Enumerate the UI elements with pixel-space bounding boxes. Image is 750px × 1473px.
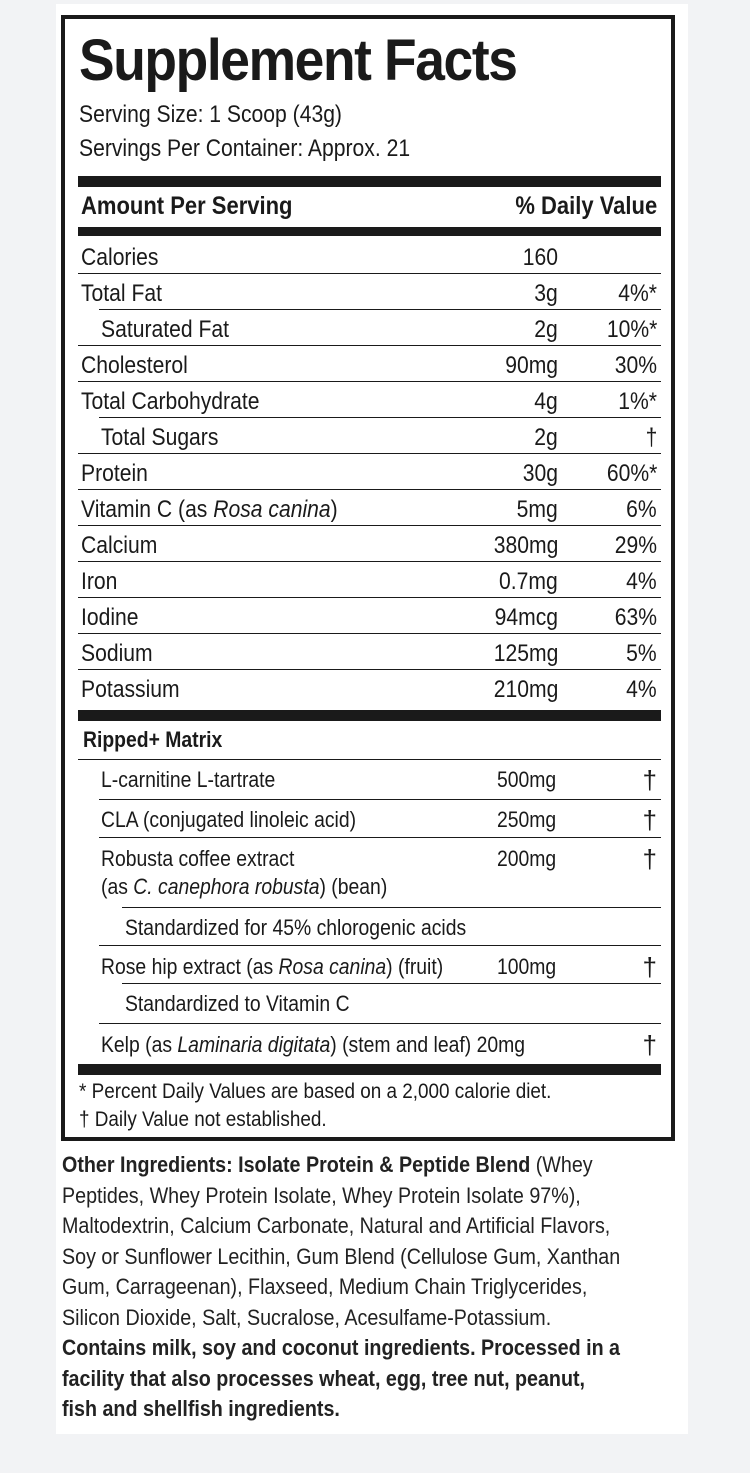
nutrient-amount: 125mg — [493, 640, 558, 667]
nutrient-row — [65, 418, 671, 454]
nutrient-row — [65, 346, 671, 382]
nutrient-amount: 210mg — [493, 676, 558, 703]
nutrient-daily-value: 4%* — [618, 280, 657, 307]
nutrient-amount: 94mcg — [494, 604, 558, 631]
nutrient-label: Calcium — [81, 532, 158, 559]
ingredients-line: Peptides, Whey Protein Isolate, Whey Protein Isolate 97%), — [62, 1182, 581, 1208]
dagger-mark: † — [642, 805, 657, 835]
nutrient-row — [65, 670, 671, 706]
nutrient-daily-value: 4% — [626, 676, 657, 703]
nutrient-label: Saturated Fat — [101, 316, 229, 343]
nutrient-row — [65, 526, 671, 562]
nutrient-amount: 3g — [534, 280, 558, 307]
nutrient-row — [65, 238, 671, 274]
matrix-row — [65, 761, 671, 797]
matrix-row — [65, 840, 671, 910]
nutrient-daily-value: 5% — [626, 640, 657, 667]
nutrient-row — [65, 382, 671, 418]
nutrient-amount: 5mg — [516, 496, 558, 523]
header-divider — [78, 227, 661, 236]
allergen-statement: Contains milk, soy and coconut ingredients. Processed in a — [62, 1335, 621, 1360]
nutrient-daily-value: 4% — [626, 568, 657, 595]
nutrient-daily-value: 29% — [614, 532, 657, 559]
nutrient-daily-value: 10%* — [606, 316, 657, 343]
nutrient-label: Total Carbohydrate — [81, 388, 260, 415]
row-divider — [99, 1023, 661, 1024]
nutrient-amount: 380mg — [493, 532, 558, 559]
ingredients-line: Silicon Dioxide, Salt, Sucralose, Acesulfame-Potassium. — [62, 1304, 552, 1330]
allergen-statement: facility that also processes wheat, egg, tree nut, peanut, — [62, 1365, 586, 1391]
matrix-row — [65, 948, 671, 984]
matrix-title: Ripped+ Matrix — [83, 727, 223, 752]
panel-title: Supplement Facts — [79, 28, 517, 93]
supplement-facts-panel — [61, 15, 675, 1141]
dagger-mark: † — [642, 844, 657, 874]
nutrient-daily-value: 60%* — [606, 460, 657, 487]
nutrient-row — [65, 562, 671, 598]
ingredient-label: CLA (conjugated linoleic acid) — [101, 807, 357, 832]
nutrient-label: Iodine — [81, 604, 139, 631]
ingredient-label: Rose hip extract (as Rosa canina) (fruit) — [101, 954, 444, 979]
row-divider — [78, 759, 661, 760]
ingredient-amount: 500mg — [497, 767, 557, 792]
nutrient-label: Cholesterol — [81, 352, 188, 379]
ingredient-source: (as C. canephora robusta) (bean) — [101, 874, 388, 899]
standardization-note: Standardized to Vitamin C — [125, 991, 350, 1016]
nutrient-daily-value: 6% — [626, 496, 657, 523]
thick-divider — [78, 176, 661, 187]
ingredient-amount: 250mg — [497, 807, 557, 832]
standardization-note: Standardized for 45% chlorogenic acids — [125, 915, 467, 940]
nutrient-row — [65, 490, 671, 526]
ingredients-line: Maltodextrin, Calcium Carbonate, Natural and Artificial Flavors, — [62, 1213, 611, 1238]
nutrient-amount: 2g — [534, 424, 558, 451]
nutrient-daily-value: 1%* — [618, 388, 657, 415]
ingredient-amount: 100mg — [497, 954, 557, 979]
nutrient-row — [65, 634, 671, 670]
nutrient-label: Total Sugars — [101, 424, 219, 451]
dagger-mark: † — [642, 952, 657, 982]
amount-per-serving-header: Amount Per Serving — [81, 192, 293, 220]
ingredient-label: Robusta coffee extract — [101, 846, 295, 871]
nutrient-label: Sodium — [81, 640, 153, 667]
nutrient-amount: 90mg — [505, 352, 558, 379]
thick-divider — [78, 1064, 661, 1075]
other-ingredients — [62, 1150, 671, 1425]
nutrient-row — [65, 310, 671, 346]
daily-value-header: % Daily Value — [515, 192, 657, 220]
matrix-row — [65, 801, 671, 837]
ingredients-line: Soy or Sunflower Lecithin, Gum Blend (Cellulose Gum, Xanthan — [62, 1243, 621, 1269]
dagger-mark: † — [645, 424, 657, 451]
nutrient-daily-value: 30% — [614, 352, 657, 379]
nutrient-label: Vitamin C (as Rosa canina) — [81, 496, 338, 523]
nutrient-label: Protein — [81, 460, 148, 487]
allergen-statement: fish and shellfish ingredients. — [62, 1396, 340, 1421]
nutrient-label: Total Fat — [81, 280, 163, 307]
nutrient-amount: 30g — [522, 460, 558, 487]
thick-divider — [78, 710, 661, 721]
ingredient-label: L-carnitine L-tartrate — [101, 767, 276, 792]
nutrient-label: Calories — [81, 244, 159, 271]
nutrient-row — [65, 274, 671, 310]
serving-size: Serving Size: 1 Scoop (43g) — [79, 101, 342, 128]
other-ingredients-heading: Other Ingredients: Isolate Protein & Peptide Blend — [62, 1152, 531, 1177]
daily-value-footnote: * Percent Daily Values are based on a 2,000 calorie diet. — [79, 1080, 552, 1103]
nutrient-amount: 4g — [534, 388, 558, 415]
nutrient-label: Potassium — [81, 676, 180, 703]
nutrient-row — [65, 598, 671, 634]
ingredients-line: Gum, Carrageenan), Flaxseed, Medium Chain Triglycerides, — [62, 1274, 588, 1299]
servings-per-container: Servings Per Container: Approx. 21 — [79, 135, 411, 162]
dagger-mark: † — [642, 1030, 657, 1060]
row-divider — [99, 837, 661, 838]
nutrient-row — [65, 454, 671, 490]
nutrient-daily-value: 63% — [614, 604, 657, 631]
dagger-mark: † — [642, 765, 657, 795]
matrix-row — [65, 1026, 671, 1062]
nutrient-amount: 0.7mg — [499, 568, 558, 595]
nutrient-amount: 160 — [522, 244, 558, 271]
row-divider — [99, 799, 661, 800]
row-divider — [99, 945, 661, 946]
ingredient-amount: 200mg — [497, 846, 557, 871]
nutrient-label: Iron — [81, 568, 118, 595]
matrix-subrow — [65, 985, 671, 1021]
row-divider — [122, 983, 661, 984]
row-divider — [122, 907, 661, 908]
ingredients-line: Other Ingredients: Isolate Protein & Peptide Blend (Whey — [62, 1152, 593, 1177]
matrix-subrow — [65, 909, 671, 945]
nutrient-amount: 2g — [534, 316, 558, 343]
ingredient-label: Kelp (as Laminaria digitata) (stem and leaf) 20mg — [101, 1032, 526, 1057]
dagger-footnote: † Daily Value not established. — [79, 1108, 327, 1131]
